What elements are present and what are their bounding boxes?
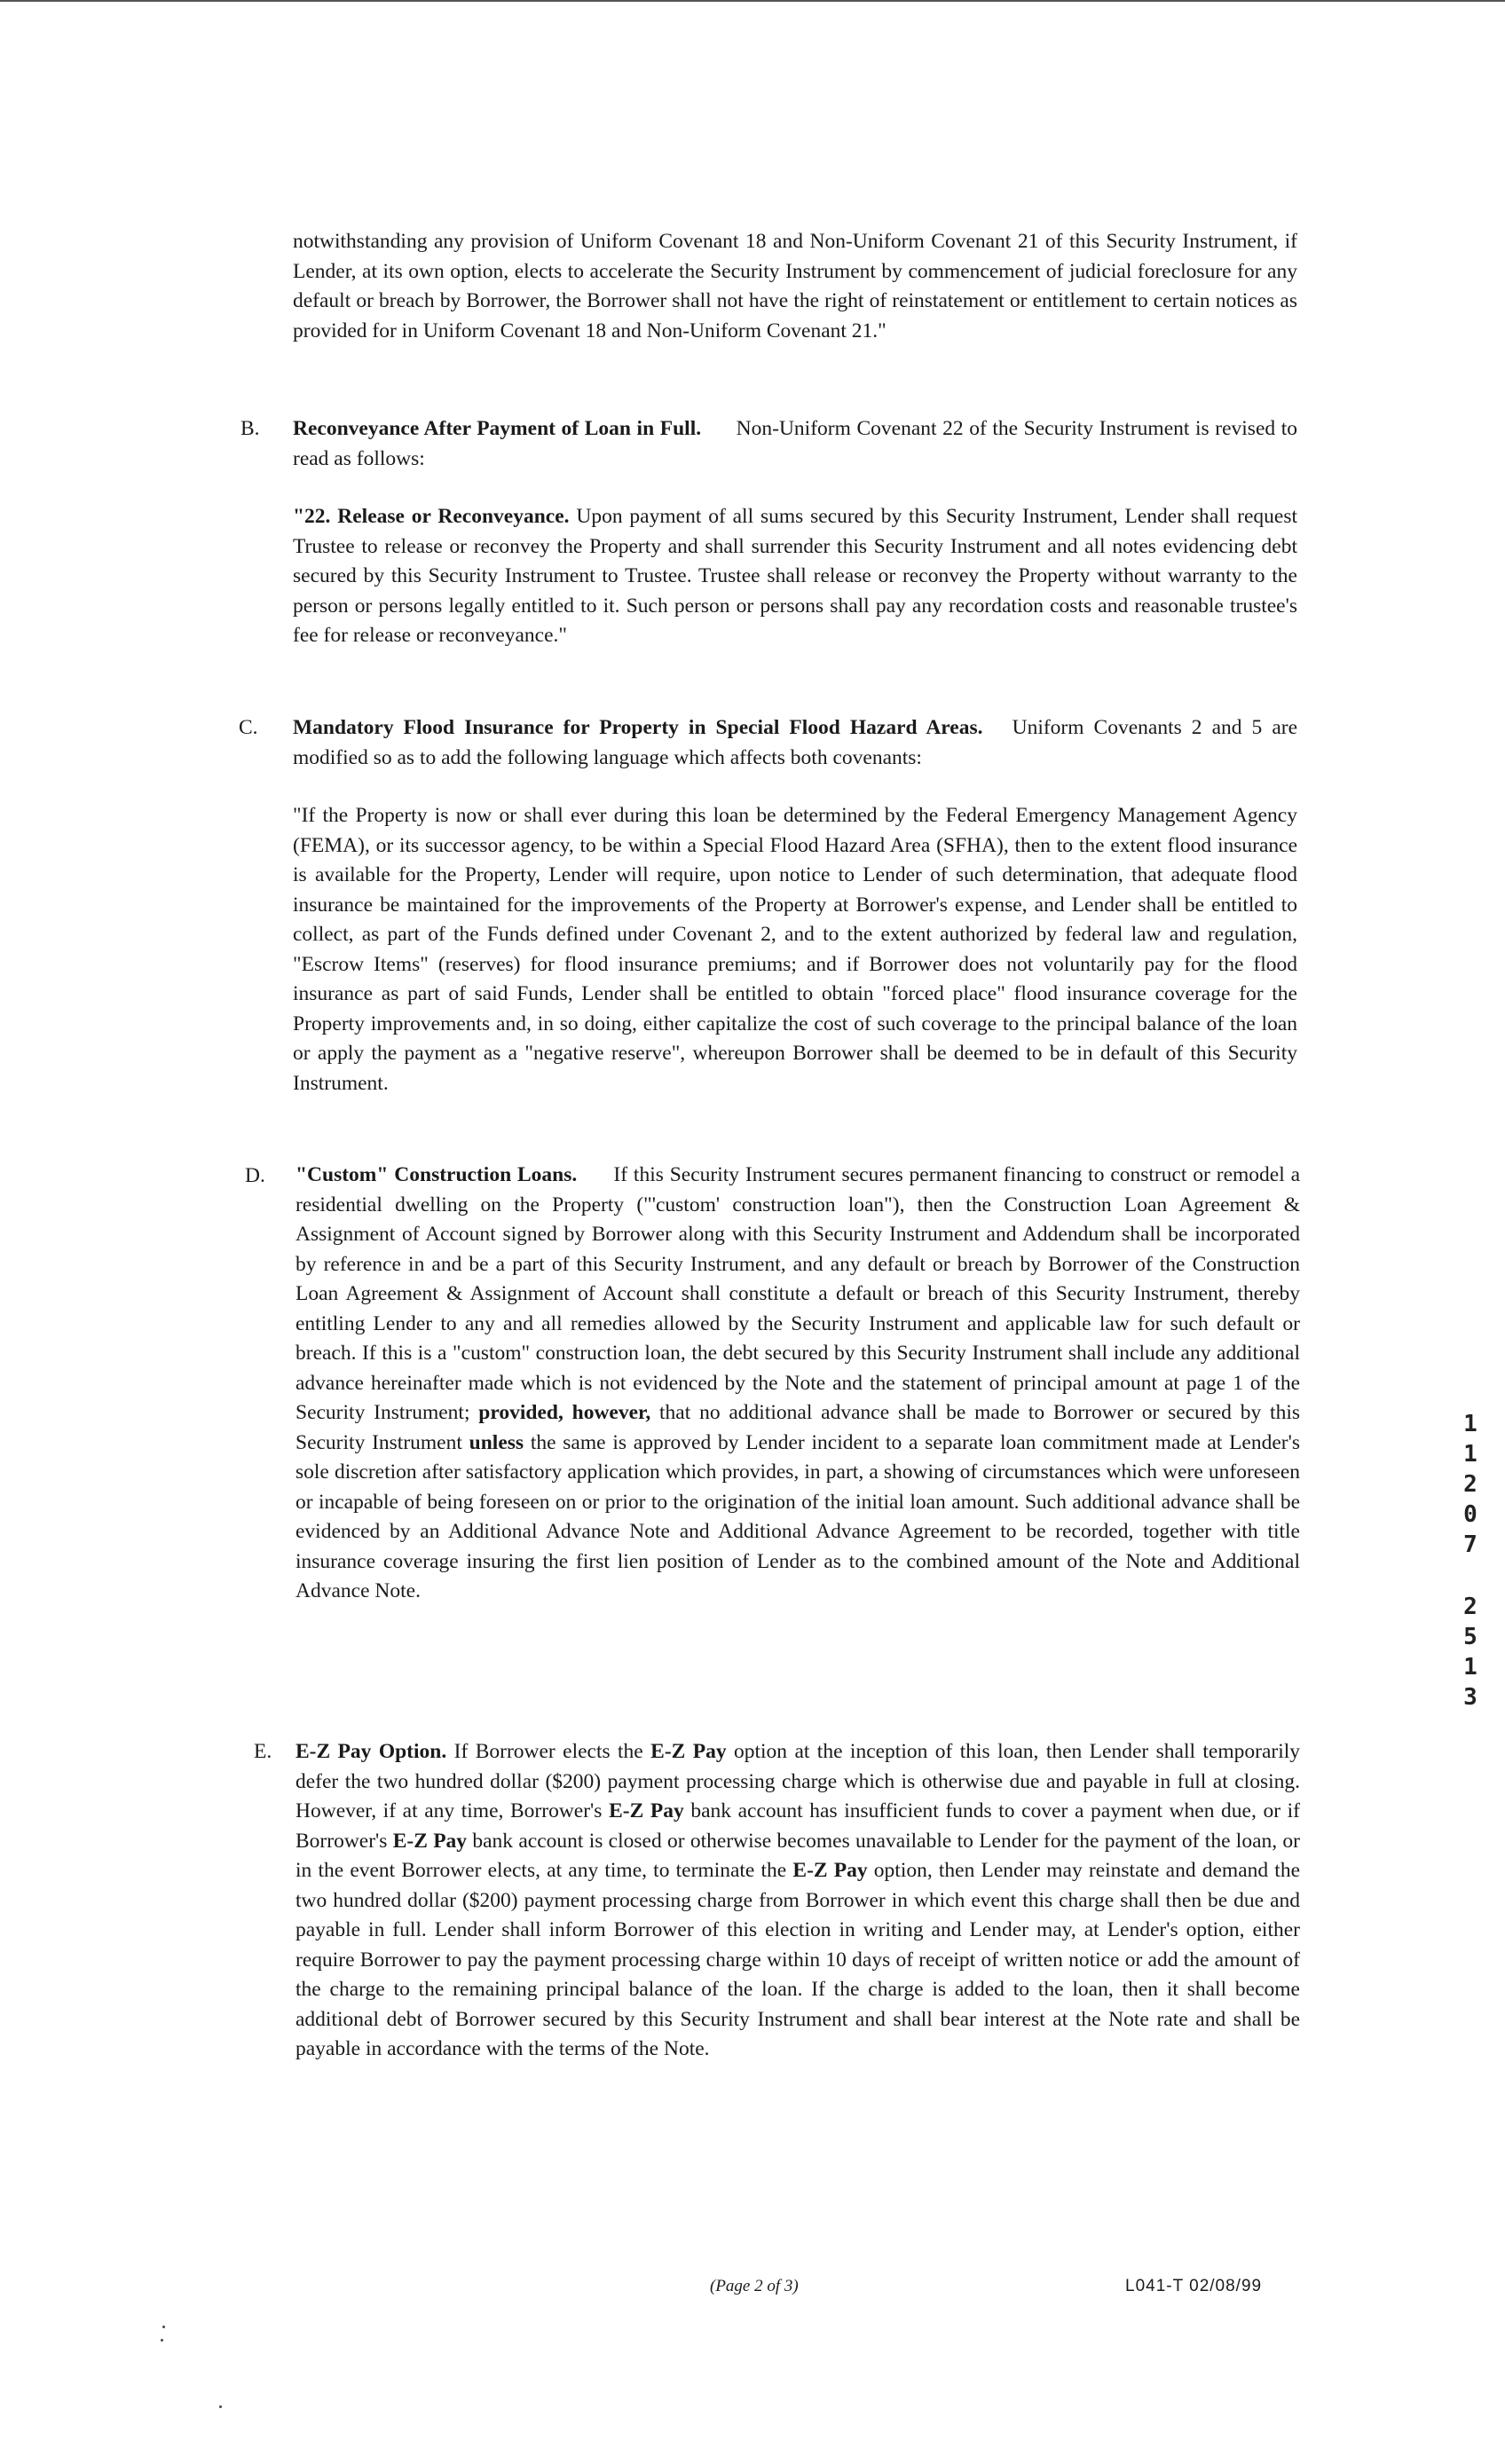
section-d-heading: "Custom" Construction Loans. bbox=[295, 1163, 578, 1186]
scan-speck bbox=[161, 2339, 163, 2342]
section-e-paragraph: E-Z Pay Option. If Borrower elects the E-Z Pay option at the inception of this loan, then Lender shall temporarily defer the two hundred dollar ($200) payment processing charge which is otherwise due and payable in full at closing. However, if at any time, Borrower's E-Z Pay bank account has insufficient funds to cover a payment when due, or if Borrower's E-Z Pay bank account is closed or otherwise becomes unavailable to Lender for the payment of the loan, or in the event Borrower elects, at any time, to terminate the E-Z Pay option, then Lender may reinstate and demand the two hundred dollar ($200) payment processing charge from Borrower in which event this charge shall then be due and payable in full. Lender shall inform Borrower of this election in writing and Lender may, at Lender's option, either require Borrower to pay the payment processing charge within 10 days of receipt of written notice or add the amount of the charge to the remaining principal balance of the loan. If the charge is added to the loan, then it shall become additional debt of Borrower secured by this Security Instrument and shall bear interest at the Note rate and shall be payable in accordance with the terms of the Note. bbox=[295, 1740, 1301, 2060]
recording-number-stamp: 1 1 2 0 7 2 5 1 3 bbox=[1463, 1411, 1477, 1711]
section-c-heading: Mandatory Flood Insurance for Property in Special Flood Hazard Areas. bbox=[293, 716, 983, 739]
section-b-letter: B. bbox=[240, 417, 260, 440]
form-code: L041-T 02/08/99 bbox=[1125, 2277, 1263, 2295]
section-b-heading: Reconveyance After Payment of Loan in Full. bbox=[293, 417, 702, 440]
section-e-letter: E. bbox=[254, 1740, 272, 1763]
page-number: (Page 2 of 3) bbox=[710, 2277, 799, 2295]
section-d-paragraph: "Custom" Construction Loans. If this Security Instrument secures permanent financing to construct or remodel a residential dwelling on the Property ("'custom' construction loan"), then the Construction Loan Agreement & Assignment of Account signed by Borrower along with this Security Instrument and Addendum shall be incorporated by reference in and be a part of this Security Instrument, and any default or breach by Borrower of the Construction Loan Agreement & Assignment of Account shall constitute a default or breach of this Security Instrument, thereby entitling Lender to any and all remedies allowed by the Security Instrument and applicable law for such default or breach. If this is a "custom" construction loan, the debt secured by this Security Instrument shall include any additional advance hereinafter made which is not evidenced by the Note and the statement of principal amount at page 1 of the Security Instrument; provided, however, that no additional advance shall be made to Borrower or secured by this Security Instrument unless the same is approved by Lender incident to a separate loan commitment made at Lender's sole discretion after satisfactory application which provides, in part, a showing of circumstances which were unforeseen or incapable of being foreseen on or prior to the origination of the initial loan amount. Such additional advance shall be evidenced by an Additional Advance Note and Additional Advance Agreement to be recorded, together with title insurance coverage insuring the first lien position of Lender as to the combined amount of the Note and Additional Advance Note. bbox=[295, 1163, 1301, 1602]
section-c-letter: C. bbox=[239, 716, 258, 739]
section-b-paragraph bbox=[293, 414, 1297, 474]
section-c-text: Uniform Covenants 2 and 5 are modified so as to add the following language which affects both covenants: bbox=[293, 716, 1298, 769]
scan-top-edge bbox=[0, 0, 1505, 2]
section-c-paragraph bbox=[293, 713, 1297, 773]
section-b-text: Non-Uniform Covenant 22 of the Security Instrument is revised to read as follows: bbox=[293, 417, 1297, 470]
section-b-quote-text: Upon payment of all sums secured by this Security Instrument, Lender shall request Trustee to release or reconvey the Property and shall surrender this Security Instrument and all notes evidencing debt secured by this Security Instrument to Trustee. Trustee shall release or reconvey the Property without warranty to the person or persons legally entitled to it. Such person or persons shall pay any recordation costs and reasonable trustee's fee for release or reconveyance." bbox=[293, 505, 1297, 647]
section-e-heading: E-Z Pay Option. bbox=[295, 1740, 447, 1763]
intro-paragraph: notwithstanding any provision of Uniform Covenant 18 and Non-Uniform Covenant 21 of this Security Instrument, if Lender, at its own option, elects to accelerate the Security Instrument by commencement of judicial foreclosure for any default or breach by Borrower, the Borrower shall not have the right of reinstatement or entitlement to certain notices as provided for in Uniform Covenant 18 and Non-Uniform Covenant 21." bbox=[293, 230, 1297, 342]
scan-speck bbox=[219, 2405, 222, 2408]
section-b-quote-heading: "22. Release or Reconveyance. bbox=[293, 505, 570, 528]
section-d-letter: D. bbox=[245, 1164, 265, 1187]
section-b-quote bbox=[293, 502, 1297, 651]
scan-speck bbox=[162, 2326, 165, 2328]
section-c-quote: "If the Property is now or shall ever during this loan be determined by the Federal Emergency Management Agency (FEMA), or its successor agency, to be within a Special Flood Hazard Area (SFHA), then to the extent flood insurance is available for the Property, Lender will require, upon notice to Lender of such determination, that adequate flood insurance be maintained for the improvements of the Property at Borrower's expense, and Lender shall be entitled to collect, as part of the Funds defined under Covenant 2, and to the extent authorized by federal law and regulation, "Escrow Items" (reserves) for flood insurance premiums; and if Borrower does not voluntarily pay for the flood insurance as part of said Funds, Lender shall be entitled to obtain "forced place" flood insurance coverage for the Property improvements and, in so doing, either capitalize the cost of such coverage to the principal balance of the loan or apply the payment as a "negative reserve", whereupon Borrower shall be deemed to be in default of this Security Instrument. bbox=[293, 804, 1297, 1095]
